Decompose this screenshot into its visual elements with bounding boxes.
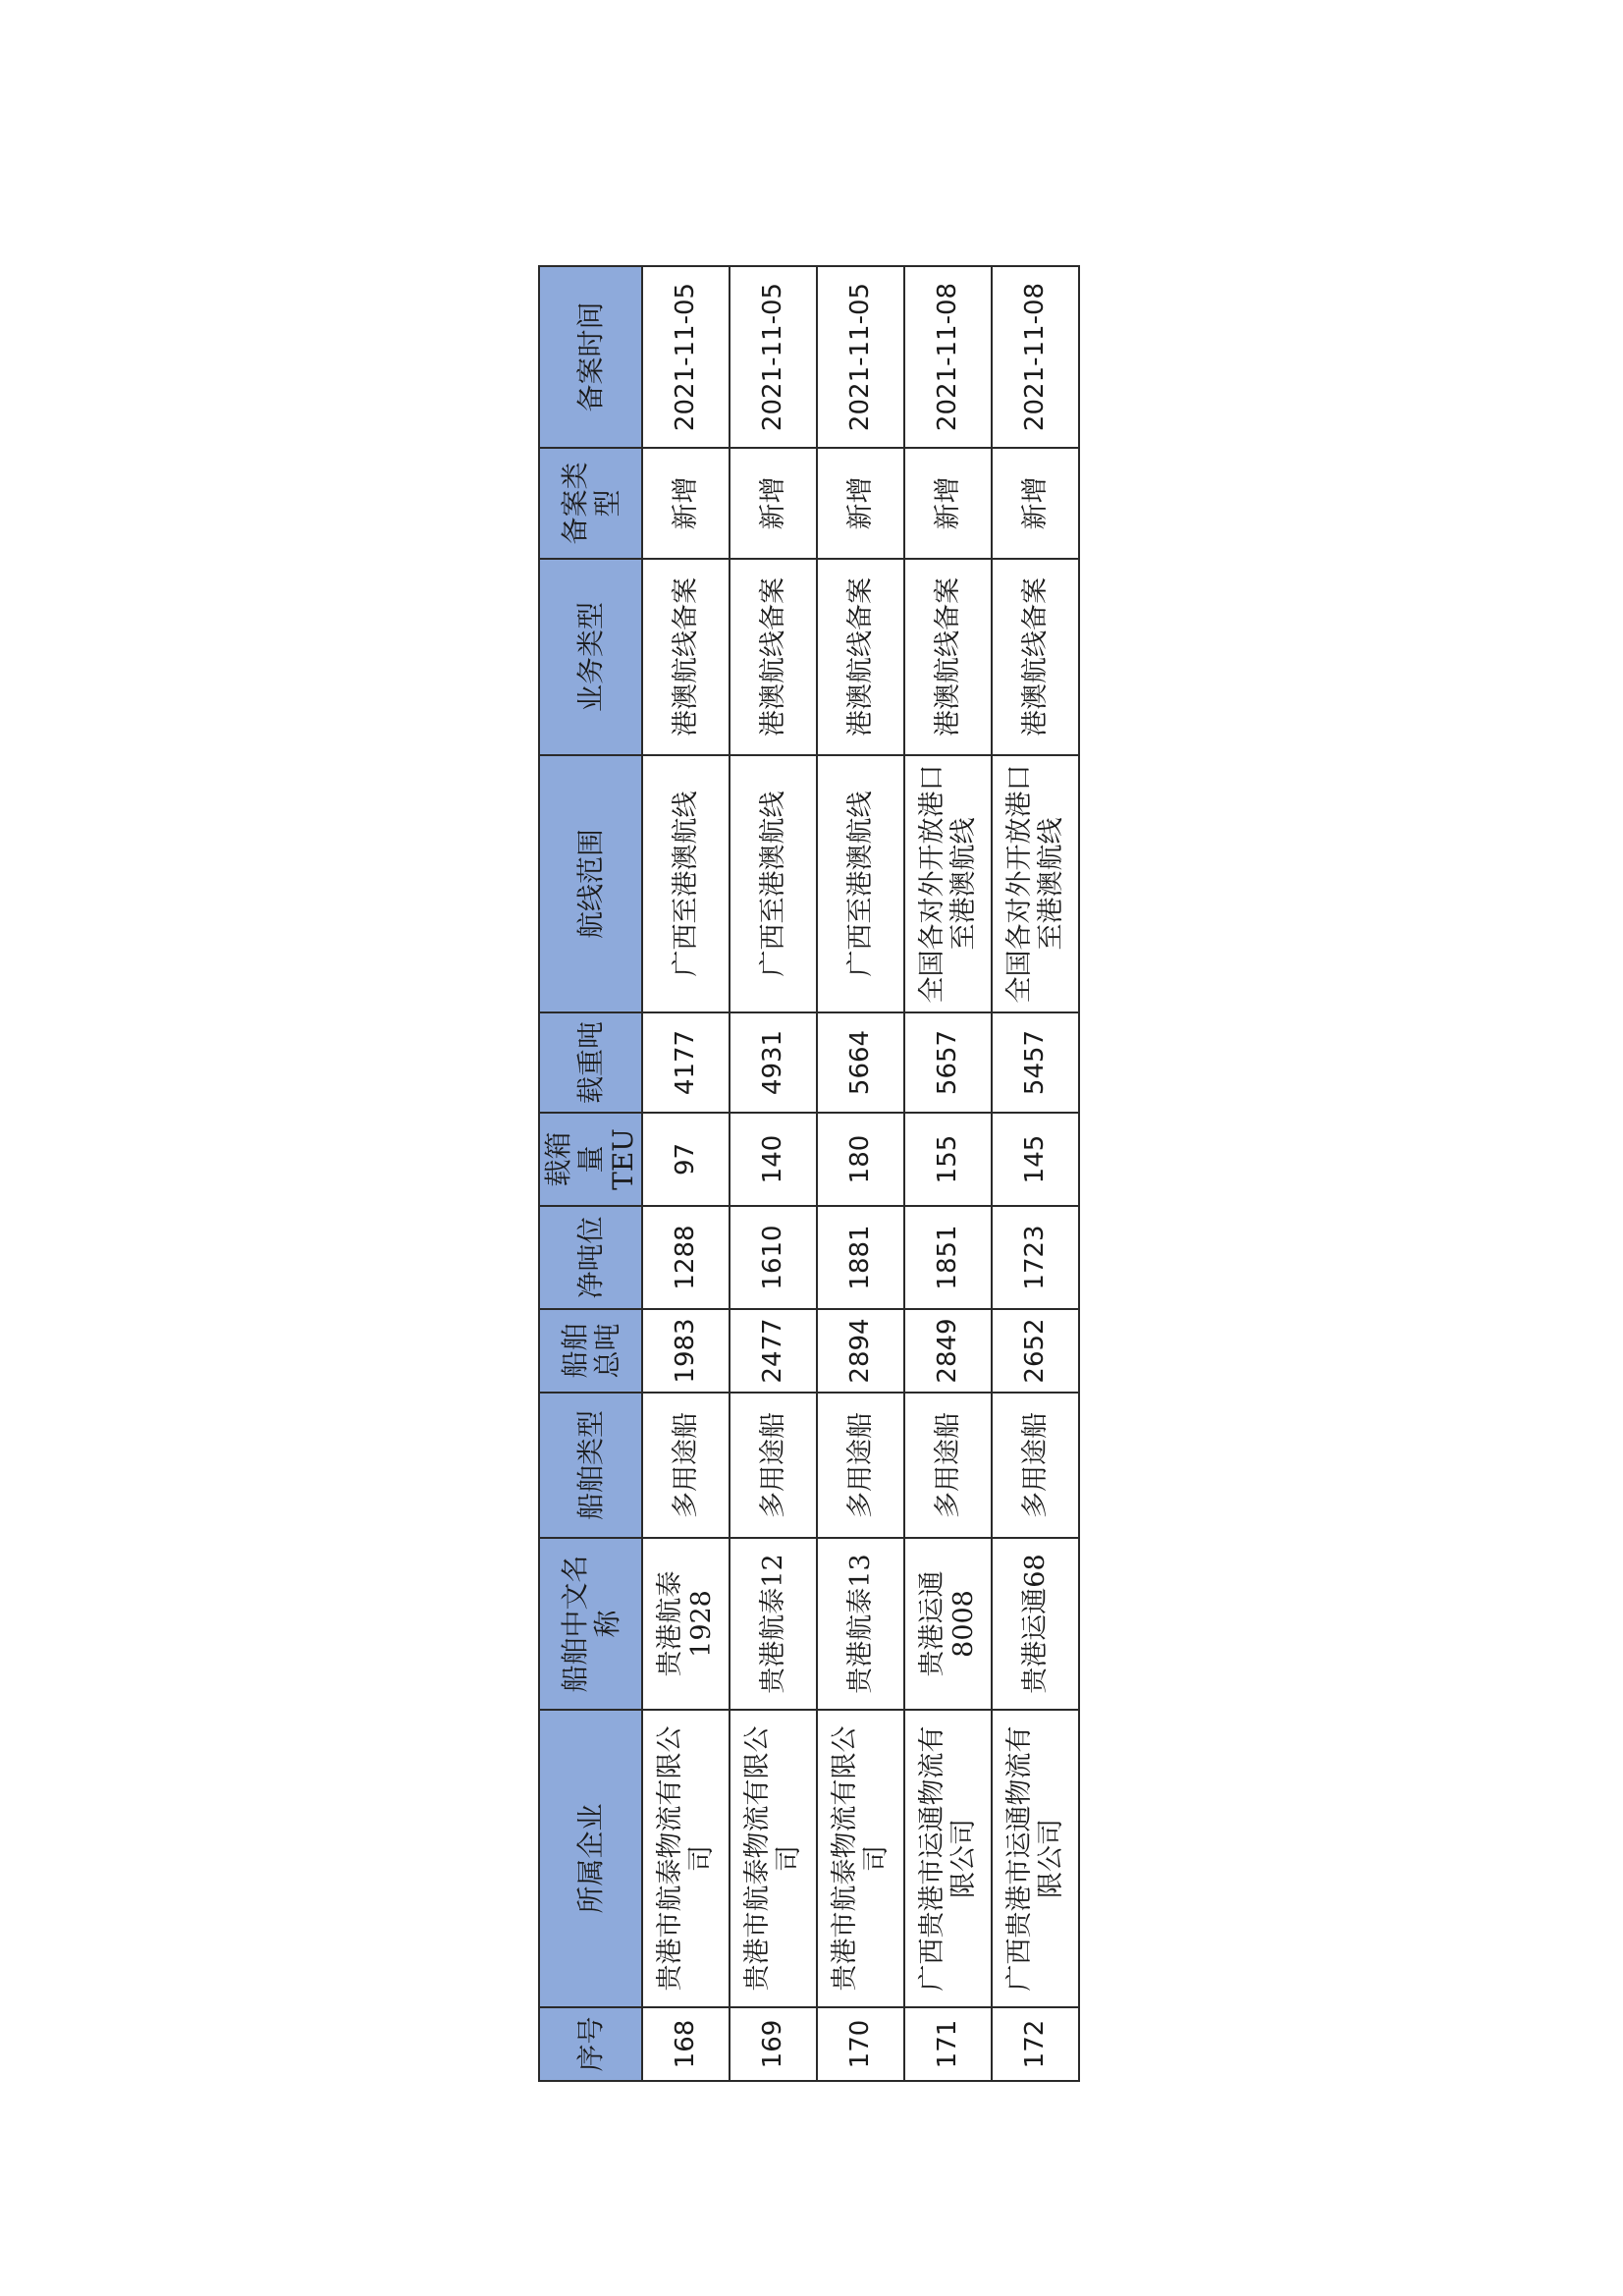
- header-net-tonnage: 净吨位: [539, 1206, 642, 1309]
- table-row: [904, 266, 992, 2081]
- header-company: 所属企业: [539, 1710, 642, 2007]
- header-row: [539, 266, 642, 2081]
- rotated-table-container: [538, 267, 1066, 2082]
- cell-ship-name: 贵港航泰1928: [642, 1538, 730, 1710]
- cell-company: 贵港市航泰物流有限公司: [730, 1710, 817, 2007]
- cell-ship-type: 多用途船: [642, 1393, 730, 1538]
- cell-route: 广西至港澳航线: [817, 755, 904, 1012]
- cell-ship-type: 多用途船: [904, 1393, 992, 1538]
- cell-index: 171: [904, 2007, 992, 2081]
- header-deadweight: 载重吨: [539, 1012, 642, 1113]
- cell-deadweight: 5657: [904, 1012, 992, 1113]
- cell-business-type: 港澳航线备案: [817, 559, 904, 755]
- cell-filing-date: 2021-11-08: [992, 266, 1079, 448]
- ship-filing-table: [538, 265, 1080, 2082]
- cell-business-type: 港澳航线备案: [730, 559, 817, 755]
- cell-teu: 180: [817, 1113, 904, 1206]
- cell-company: 贵港市航泰物流有限公司: [642, 1710, 730, 2007]
- cell-net-tonnage: 1288: [642, 1206, 730, 1309]
- cell-gross-tonnage: 1983: [642, 1309, 730, 1393]
- header-gross-tonnage: 船舶总吨: [539, 1309, 642, 1393]
- cell-filing-type: 新增: [642, 448, 730, 559]
- header-filing-type: 备案类型: [539, 448, 642, 559]
- cell-teu: 155: [904, 1113, 992, 1206]
- cell-index: 172: [992, 2007, 1079, 2081]
- cell-business-type: 港澳航线备案: [904, 559, 992, 755]
- cell-teu: 97: [642, 1113, 730, 1206]
- cell-deadweight: 5664: [817, 1012, 904, 1113]
- cell-index: 169: [730, 2007, 817, 2081]
- header-business-type: 业务类型: [539, 559, 642, 755]
- cell-ship-name: 贵港运通8008: [904, 1538, 992, 1710]
- cell-filing-type: 新增: [904, 448, 992, 559]
- cell-filing-date: 2021-11-05: [817, 266, 904, 448]
- cell-ship-type: 多用途船: [817, 1393, 904, 1538]
- cell-ship-name: 贵港运通68: [992, 1538, 1079, 1710]
- cell-deadweight: 5457: [992, 1012, 1079, 1113]
- header-route: 航线范围: [539, 755, 642, 1012]
- cell-filing-date: 2021-11-05: [730, 266, 817, 448]
- header-ship-name: 船舶中文名称: [539, 1538, 642, 1710]
- cell-deadweight: 4931: [730, 1012, 817, 1113]
- cell-net-tonnage: 1881: [817, 1206, 904, 1309]
- cell-filing-date: 2021-11-05: [642, 266, 730, 448]
- cell-net-tonnage: 1610: [730, 1206, 817, 1309]
- header-teu: 载箱量TEU: [539, 1113, 642, 1206]
- cell-teu: 140: [730, 1113, 817, 1206]
- cell-business-type: 港澳航线备案: [992, 559, 1079, 755]
- table-row: [642, 266, 730, 2081]
- cell-route: 广西至港澳航线: [642, 755, 730, 1012]
- cell-ship-type: 多用途船: [992, 1393, 1079, 1538]
- cell-company: 贵港市航泰物流有限公司: [817, 1710, 904, 2007]
- cell-index: 170: [817, 2007, 904, 2081]
- header-filing-date: 备案时间: [539, 266, 642, 448]
- cell-filing-type: 新增: [817, 448, 904, 559]
- cell-gross-tonnage: 2849: [904, 1309, 992, 1393]
- cell-teu: 145: [992, 1113, 1079, 1206]
- cell-business-type: 港澳航线备案: [642, 559, 730, 755]
- cell-filing-date: 2021-11-08: [904, 266, 992, 448]
- cell-gross-tonnage: 2652: [992, 1309, 1079, 1393]
- cell-filing-type: 新增: [730, 448, 817, 559]
- cell-ship-name: 贵港航泰13: [817, 1538, 904, 1710]
- cell-route: 全国各对外开放港口至港澳航线: [992, 755, 1079, 1012]
- cell-gross-tonnage: 2477: [730, 1309, 817, 1393]
- header-index: 序号: [539, 2007, 642, 2081]
- cell-net-tonnage: 1723: [992, 1206, 1079, 1309]
- cell-company: 广西贵港市运通物流有限公司: [904, 1710, 992, 2007]
- header-ship-type: 船舶类型: [539, 1393, 642, 1538]
- cell-company: 广西贵港市运通物流有限公司: [992, 1710, 1079, 2007]
- cell-ship-type: 多用途船: [730, 1393, 817, 1538]
- cell-index: 168: [642, 2007, 730, 2081]
- cell-ship-name: 贵港航泰12: [730, 1538, 817, 1710]
- cell-gross-tonnage: 2894: [817, 1309, 904, 1393]
- table-row: [730, 266, 817, 2081]
- cell-route: 广西至港澳航线: [730, 755, 817, 1012]
- cell-net-tonnage: 1851: [904, 1206, 992, 1309]
- cell-filing-type: 新增: [992, 448, 1079, 559]
- cell-route: 全国各对外开放港口至港澳航线: [904, 755, 992, 1012]
- cell-deadweight: 4177: [642, 1012, 730, 1113]
- table-row: [817, 266, 904, 2081]
- table-row: [992, 266, 1079, 2081]
